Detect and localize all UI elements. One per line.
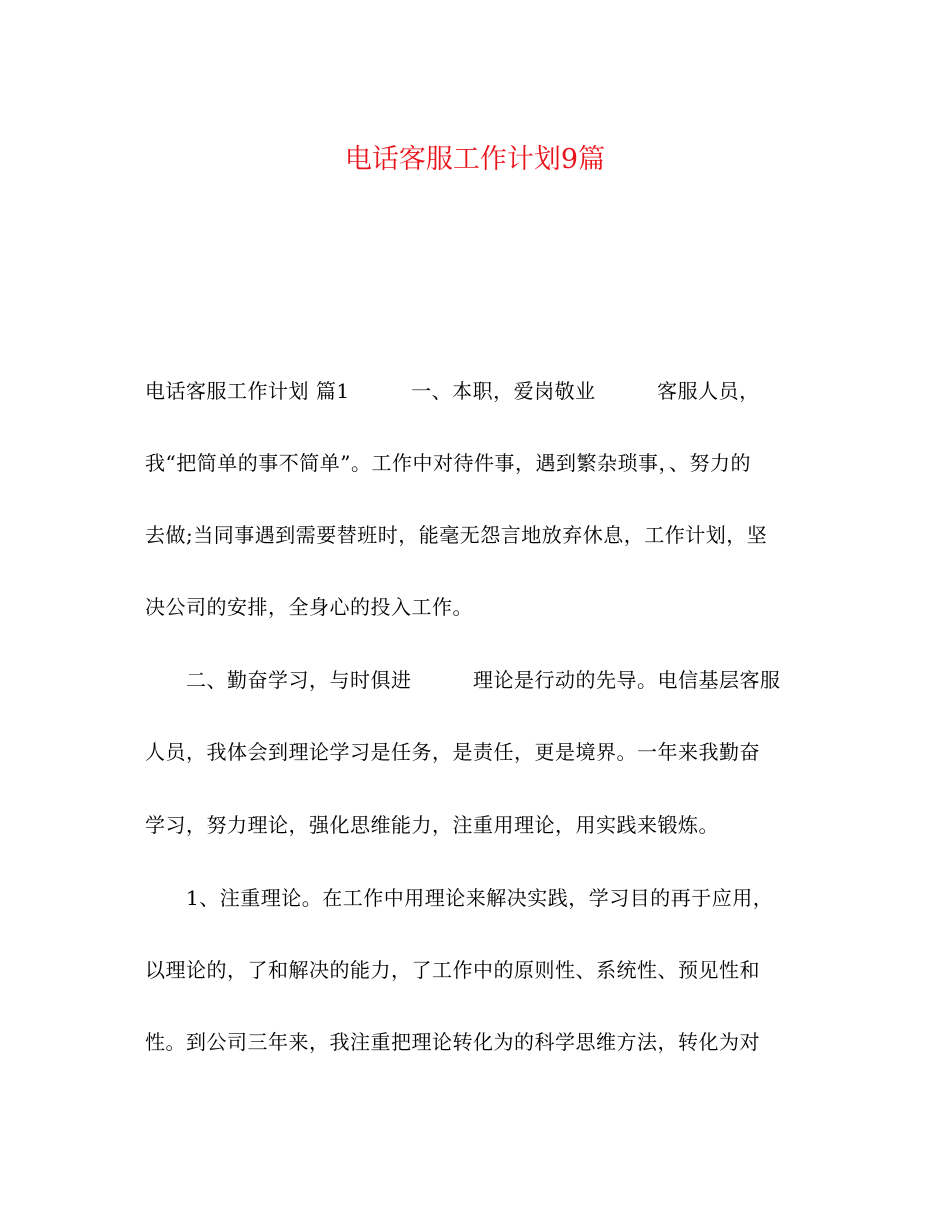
body-line-7: 学习，努力理论，强化思维能力，注重用理论，用实践来锻炼。 xyxy=(145,813,719,837)
body-line-2: 我“把简单的事不简单”。工作中对待件事，遇到繁杂琐事，、努力的 xyxy=(145,451,751,475)
body-line-1: 电话客服工作计划 篇1 一、本职，爱岗敬业 客服人员， xyxy=(145,379,760,403)
body-line-5: 二、勤奋学习，与时俱进 理论是行动的先导。电信基层客服 xyxy=(145,668,781,692)
document-title: 电话客服工作计划9篇 xyxy=(344,144,606,175)
body-line-9: 以理论的，了和解决的能力，了工作中的原则性、系统性、预见性和 xyxy=(145,958,760,982)
body-line-10: 性。到公司三年来，我注重把理论转化为的科学思维方法，转化为对 xyxy=(145,1030,760,1054)
body-line-3: 去做;当同事遇到需要替班时，能毫无怨言地放弃休息，工作计划，坚 xyxy=(145,523,768,547)
body-line-4: 决公司的安排，全身心的投入工作。 xyxy=(145,595,473,619)
body-line-8: 1、注重理论。在工作中用理论来解决实践，学习目的再于应用， xyxy=(145,886,774,910)
body-line-6: 人员，我体会到理论学习是任务，是责任，更是境界。一年来我勤奋 xyxy=(145,740,760,764)
